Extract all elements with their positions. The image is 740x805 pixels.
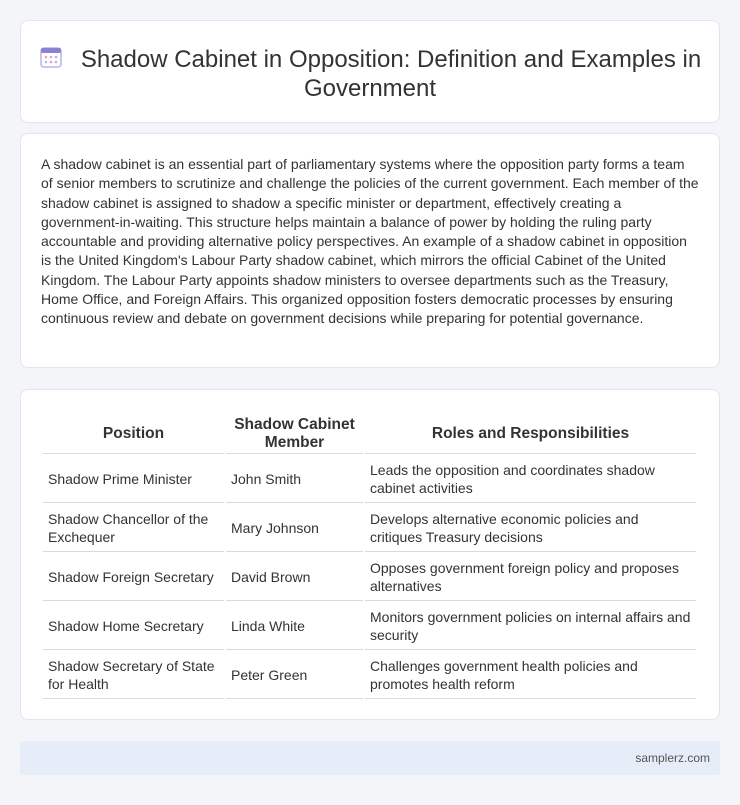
cell-position: Shadow Home Secretary: [43, 603, 224, 650]
table-row: [43, 603, 696, 650]
cell-position: Shadow Secretary of State for Health: [43, 652, 224, 699]
cell-member: David Brown: [226, 554, 363, 601]
table-row: [43, 505, 696, 552]
cell-roles: Develops alternative economic policies and critiques Treasury decisions: [365, 505, 696, 552]
cell-member: Mary Johnson: [226, 505, 363, 552]
table-row: [43, 652, 696, 699]
column-header-roles: Roles and Responsibilities: [365, 414, 696, 454]
cell-position: Shadow Prime Minister: [43, 456, 224, 503]
calendar-icon: [39, 45, 63, 69]
page-title-wrap: [21, 45, 719, 103]
cell-member: John Smith: [226, 456, 363, 503]
table-card: [20, 389, 720, 720]
cell-position: Shadow Chancellor of the Exchequer: [43, 505, 224, 552]
cell-roles: Opposes government foreign policy and proposes alternatives: [365, 554, 696, 601]
footer-bar: [20, 741, 720, 775]
shadow-cabinet-table: [41, 412, 698, 701]
cell-position: Shadow Foreign Secretary: [43, 554, 224, 601]
table-header-row: [43, 414, 696, 454]
table-row: [43, 456, 696, 503]
cell-member: Linda White: [226, 603, 363, 650]
cell-roles: Challenges government health policies and promotes health reform: [365, 652, 696, 699]
description-card: [20, 133, 720, 368]
cell-member: Peter Green: [226, 652, 363, 699]
table-row: [43, 554, 696, 601]
header-card: [20, 20, 720, 123]
description-text: A shadow cabinet is an essential part of parliamentary systems where the opposition party forms a team of senior members to scrutinize and challenge the policies of the current government. Each member of the shadow cabinet is assigned to shadow a specific minister or department, effectively creating a government-in-waiting. This structure helps maintain a balance of power by holding the ruling party accountable and providing alternative policy perspectives. An example of a shadow cabinet in opposition is the United Kingdom's Labour Party shadow cabinet, which mirrors the official Cabinet of the United Kingdom. The Labour Party appoints shadow ministers to oversee departments such as the Treasury, Home Office, and Foreign Affairs. This organized opposition fosters democratic processes by ensuring continuous review and debate on government decisions while preparing for potential governance.: [41, 156, 699, 327]
column-header-position: Position: [43, 414, 224, 454]
page-title: Shadow Cabinet in Opposition: Definition and Examples in Government: [80, 46, 702, 102]
cell-roles: Monitors government policies on internal affairs and security: [365, 603, 696, 650]
column-header-member: Shadow Cabinet Member: [226, 414, 363, 454]
footer-site-link[interactable]: samplerz.com: [635, 751, 710, 765]
cell-roles: Leads the opposition and coordinates shadow cabinet activities: [365, 456, 696, 503]
